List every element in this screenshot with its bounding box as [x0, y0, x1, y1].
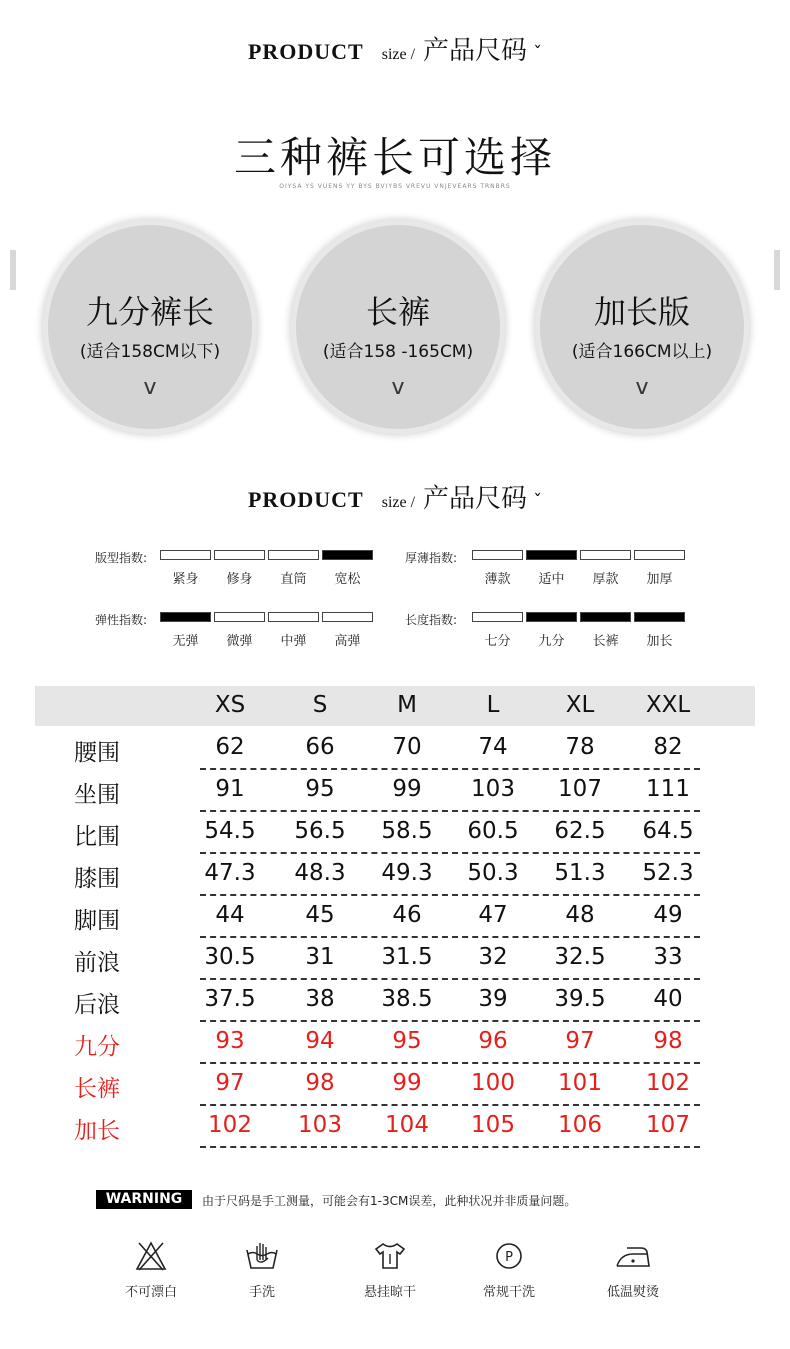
index-cell	[526, 550, 577, 560]
index-label: 厚薄指数:	[405, 551, 458, 565]
care-dry-clean	[454, 1240, 564, 1300]
table-cell: 54.5	[204, 818, 256, 844]
length-title: 长裤	[365, 293, 430, 331]
low-iron-icon	[613, 1240, 653, 1272]
table-cell: 32	[478, 944, 508, 970]
table-cell: 33	[653, 944, 683, 970]
row-label: 膝围	[74, 866, 120, 892]
length-option-regular	[296, 225, 500, 429]
header-size: size /	[381, 494, 416, 511]
index-option-label: 无弹	[172, 634, 199, 649]
care-label: 低温熨烫	[606, 1285, 659, 1300]
row-divider	[200, 978, 700, 980]
table-cell: 31	[305, 944, 335, 970]
table-cell: 100	[471, 1070, 515, 1096]
table-cell: 38.5	[381, 986, 433, 1012]
care-no-bleach	[96, 1240, 206, 1300]
table-cell: 103	[471, 776, 515, 802]
index-option-label: 七分	[484, 634, 511, 649]
length-subtitle: (适合158CM以下)	[79, 342, 221, 362]
index-options	[160, 568, 373, 587]
table-cell: 46	[392, 902, 422, 928]
care-label: 悬挂晾干	[363, 1285, 416, 1300]
table-cell: 97	[565, 1028, 595, 1054]
index-label: 版型指数:	[95, 551, 148, 565]
size-column-header: M	[397, 692, 417, 718]
care-label: 不可漂白	[124, 1285, 177, 1300]
index-options	[472, 630, 685, 649]
length-title: 加长版	[593, 293, 690, 331]
chevron-down-icon: v	[635, 375, 649, 400]
table-cell: 50.3	[467, 860, 519, 886]
table-cell: 95	[392, 1028, 422, 1054]
table-cell: 31.5	[381, 944, 433, 970]
table-cell: 111	[646, 776, 690, 802]
table-cell: 52.3	[642, 860, 694, 886]
row-divider	[200, 1146, 700, 1148]
table-cell: 107	[646, 1112, 690, 1138]
table-cell: 58.5	[381, 818, 433, 844]
header-cn: 产品尺码	[423, 36, 528, 66]
care-hang-dry	[335, 1240, 445, 1300]
index-scale	[472, 550, 685, 560]
index-cell	[214, 612, 265, 622]
index-option-label: 紧身	[172, 572, 199, 587]
care-label: 手洗	[248, 1285, 275, 1300]
hand-wash-icon	[244, 1240, 280, 1272]
table-cell: 96	[478, 1028, 508, 1054]
dry-clean-icon	[492, 1240, 526, 1272]
table-cell: 105	[471, 1112, 515, 1138]
table-cell: 104	[385, 1112, 429, 1138]
row-label: 前浪	[74, 950, 120, 976]
row-divider	[200, 1104, 700, 1106]
table-cell: 60.5	[467, 818, 519, 844]
index-option-label: 高弹	[334, 634, 361, 649]
index-cell	[268, 550, 319, 560]
index-scale	[160, 612, 373, 622]
row-divider	[200, 768, 700, 770]
table-cell: 51.3	[554, 860, 606, 886]
table-cell: 102	[208, 1112, 252, 1138]
table-cell: 37.5	[204, 986, 256, 1012]
warning-badge: WARNING	[96, 1190, 192, 1209]
table-cell: 48.3	[294, 860, 346, 886]
index-cell	[322, 612, 373, 622]
row-divider	[200, 1062, 700, 1064]
table-cell: 56.5	[294, 818, 346, 844]
index-option-label: 薄款	[484, 572, 511, 587]
index-scale	[472, 612, 685, 622]
index-cell	[472, 612, 523, 622]
caret-icon: ˇ	[533, 491, 543, 512]
row-label: 脚围	[74, 908, 120, 934]
product-header-second	[0, 478, 790, 515]
size-column-header: XXL	[645, 692, 691, 718]
table-cell: 66	[305, 734, 335, 760]
table-cell: 98	[653, 1028, 683, 1054]
index-option-label: 厚款	[592, 572, 619, 587]
table-cell: 78	[565, 734, 595, 760]
table-cell: 45	[305, 902, 335, 928]
right-edge-bar	[774, 250, 780, 290]
product-header-top	[0, 30, 790, 67]
index-option-label: 修身	[226, 572, 253, 587]
table-cell: 44	[215, 902, 245, 928]
index-scale	[160, 550, 373, 560]
table-cell: 70	[392, 734, 422, 760]
table-cell: 98	[305, 1070, 335, 1096]
table-cell: 32.5	[554, 944, 606, 970]
row-divider	[200, 894, 700, 896]
index-label: 长度指数:	[405, 613, 458, 627]
index-label: 弹性指数:	[95, 613, 148, 627]
hang-dry-icon	[372, 1240, 408, 1272]
index-option-label: 加长	[646, 634, 673, 649]
length-title: 九分裤长	[85, 293, 214, 331]
table-cell: 47.3	[204, 860, 256, 886]
dry-clean-glyph: P	[505, 1250, 513, 1265]
index-cell	[322, 550, 373, 560]
chevron-down-icon: v	[391, 375, 405, 400]
row-label: 长裤	[74, 1076, 120, 1102]
table-cell: 62	[215, 734, 245, 760]
table-cell: 91	[215, 776, 245, 802]
warning-text: 由于尺码是手工测量，可能会有1-3CM误差，此种状况并非质量问题。	[202, 1194, 577, 1208]
row-label: 坐围	[74, 782, 120, 808]
row-label: 九分	[74, 1034, 120, 1060]
table-cell: 101	[558, 1070, 602, 1096]
row-divider	[200, 936, 700, 938]
care-label: 常规干洗	[482, 1285, 535, 1300]
table-cell: 99	[392, 1070, 422, 1096]
no-bleach-icon	[134, 1240, 168, 1272]
length-subtitle: (适合166CM以上)	[571, 342, 713, 362]
table-cell: 40	[653, 986, 683, 1012]
left-edge-bar	[10, 250, 16, 290]
index-option-label: 长裤	[592, 634, 619, 649]
index-option-label: 宽松	[334, 572, 361, 587]
index-cell	[634, 612, 685, 622]
index-cell	[160, 550, 211, 560]
table-cell: 93	[215, 1028, 245, 1054]
table-cell: 99	[392, 776, 422, 802]
table-cell: 82	[653, 734, 683, 760]
row-divider	[200, 852, 700, 854]
table-cell: 103	[298, 1112, 342, 1138]
row-divider	[200, 1020, 700, 1022]
row-label: 后浪	[74, 992, 120, 1018]
table-cell: 64.5	[642, 818, 694, 844]
table-cell: 30.5	[204, 944, 256, 970]
table-cell: 106	[558, 1112, 602, 1138]
index-option-label: 适中	[538, 572, 565, 587]
table-cell: 47	[478, 902, 508, 928]
table-cell: 49.3	[381, 860, 433, 886]
table-cell: 107	[558, 776, 602, 802]
row-label: 加长	[74, 1118, 120, 1144]
size-column-header: S	[312, 692, 328, 718]
index-cell	[268, 612, 319, 622]
size-column-header: XL	[565, 692, 595, 718]
table-cell: 39.5	[554, 986, 606, 1012]
index-option-label: 加厚	[646, 572, 673, 587]
care-hand-wash	[207, 1240, 317, 1300]
page-subtitle: OIYSA YS VUENS YY BYS BVIYBS VREVU VNJEVEARS TRNBRS	[279, 183, 511, 190]
table-cell: 74	[478, 734, 508, 760]
size-column-header: XS	[214, 692, 246, 718]
index-option-label: 微弹	[226, 634, 253, 649]
chevron-down-icon: v	[143, 375, 157, 400]
caret-icon: ˇ	[533, 43, 543, 64]
length-option-nine-tenths	[48, 225, 252, 429]
length-option-long	[540, 225, 744, 429]
table-cell: 97	[215, 1070, 245, 1096]
index-options	[160, 630, 373, 649]
table-cell: 38	[305, 986, 335, 1012]
row-label: 腰围	[74, 740, 120, 766]
index-option-label: 直筒	[280, 572, 307, 587]
index-cell	[214, 550, 265, 560]
header-cn: 产品尺码	[423, 484, 528, 514]
size-column-header: L	[486, 692, 500, 718]
index-cell	[526, 612, 577, 622]
length-subtitle: (适合158 -165CM)	[322, 342, 474, 362]
header-size: size /	[381, 46, 416, 63]
table-cell: 94	[305, 1028, 335, 1054]
index-options	[472, 568, 685, 587]
table-cell: 102	[646, 1070, 690, 1096]
index-cell	[634, 550, 685, 560]
index-option-label: 中弹	[280, 634, 307, 649]
index-cell	[160, 612, 211, 622]
header-en: PRODUCT	[247, 39, 364, 64]
care-low-iron	[578, 1240, 688, 1300]
index-cell	[580, 550, 631, 560]
index-option-label: 九分	[538, 634, 565, 649]
table-cell: 95	[305, 776, 335, 802]
row-label: 比围	[74, 824, 120, 850]
index-cell	[580, 612, 631, 622]
table-cell: 39	[478, 986, 508, 1012]
row-divider	[200, 810, 700, 812]
table-cell: 49	[653, 902, 683, 928]
index-cell	[472, 550, 523, 560]
table-cell: 62.5	[554, 818, 606, 844]
table-cell: 48	[565, 902, 595, 928]
page-title: 三种裤长可选择	[233, 133, 556, 182]
header-en: PRODUCT	[247, 487, 364, 512]
